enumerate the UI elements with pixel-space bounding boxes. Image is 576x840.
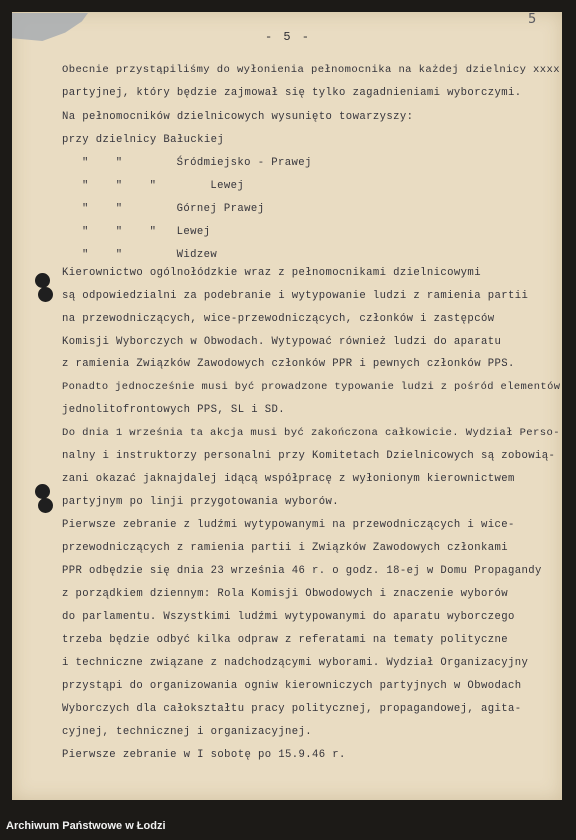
text-line: są odpowiedzialni za podebranie i wytypowanie ludzi z ramienia partii [62, 290, 529, 302]
text-line: Kierownictwo ogólnołódzkie wraz z pełnomocnikami dzielnicowymi [62, 267, 481, 279]
text-line: na przewodniczących, wice-przewodniczących, członków i zastępców [62, 313, 495, 325]
text-line: i techniczne związane z nadchodzącymi wyborami. Wydział Organizacyjny [62, 657, 529, 669]
text-line: Obecnie przystąpiliśmy do wyłonienia pełnomocnika na każdej dzielnicy xxxx [62, 64, 560, 76]
text-line: cyjnej, technicznej i organizacyjnej. [62, 726, 313, 738]
text-line: jednolitofrontowych PPS, SL i SD. [62, 404, 285, 416]
text-line: " " " Lewej [82, 226, 211, 238]
punch-hole [38, 498, 53, 513]
text-line: " " Widzew [82, 249, 218, 261]
text-line: Ponadto jednocześnie musi być prowadzone typowanie ludzi z pośród elementów [62, 381, 561, 393]
text-line: przewodniczących z ramienia partii i Związków Zawodowych członkami [62, 542, 508, 554]
archive-footer-label: Archiwum Państwowe w Łodzi [6, 820, 166, 832]
text-line: partyjnej, który będzie zajmował się tylko zagadnieniami wyborczymi. [62, 87, 522, 99]
text-line: z ramienia Związków Zawodowych członków PPR i pewnych członków PPS. [62, 358, 515, 370]
text-line: " " Śródmiejsko - Prawej [82, 157, 312, 169]
text-line: trzeba będzie odbyć kilka odpraw z referatami na tematy polityczne [62, 634, 508, 646]
punch-hole [35, 484, 50, 499]
text-line: PPR odbędzie się dnia 23 września 46 r. o godz. 18-ej w Domu Propagandy [62, 565, 542, 577]
text-line: Pierwsze zebranie z ludźmi wytypowanymi na przewodniczących i wice- [62, 519, 515, 531]
text-line: przystąpi do organizowania ogniw kierowniczych partyjnych w Obwodach [62, 680, 522, 692]
text-line: przy dzielnicy Bałuckiej [62, 134, 225, 146]
text-line: do parlamentu. Wszystkimi ludźmi wytypowanymi do aparatu wyborczego [62, 611, 515, 623]
text-line: Do dnia 1 września ta akcja musi być zakończona całkowicie. Wydział Perso- [62, 427, 560, 439]
punch-hole [38, 287, 53, 302]
text-line: zani okazać jaknajdalej idącą współpracę z wyłonionym kierownictwem [62, 473, 515, 485]
text-line: Komisji Wyborczych w Obwodach. Wytypować również ludzi do aparatu [62, 336, 502, 348]
page-number: - 5 - [264, 30, 311, 44]
text-line: Pierwsze zebranie w I sobotę po 15.9.46 r. [62, 749, 346, 761]
text-line: nalny i instruktorzy personalni przy Komitetach Dzielnicowych są zobowią- [62, 450, 556, 462]
text-line: Na pełnomocników dzielnicowych wysunięto towarzyszy: [62, 111, 414, 123]
text-line: " " " Lewej [82, 180, 245, 192]
text-line: partyjnym po linji przygotowania wyborów. [62, 496, 340, 508]
text-line: z porządkiem dziennym: Rola Komisji Obwodowych i znaczenie wyborów [62, 588, 508, 600]
text-line: " " Górnej Prawej [82, 203, 265, 215]
page-corner-mark: 5 [528, 12, 537, 27]
text-line: Wyborczych dla całokształtu pracy politycznej, propagandowej, agita- [62, 703, 522, 715]
punch-hole [35, 273, 50, 288]
